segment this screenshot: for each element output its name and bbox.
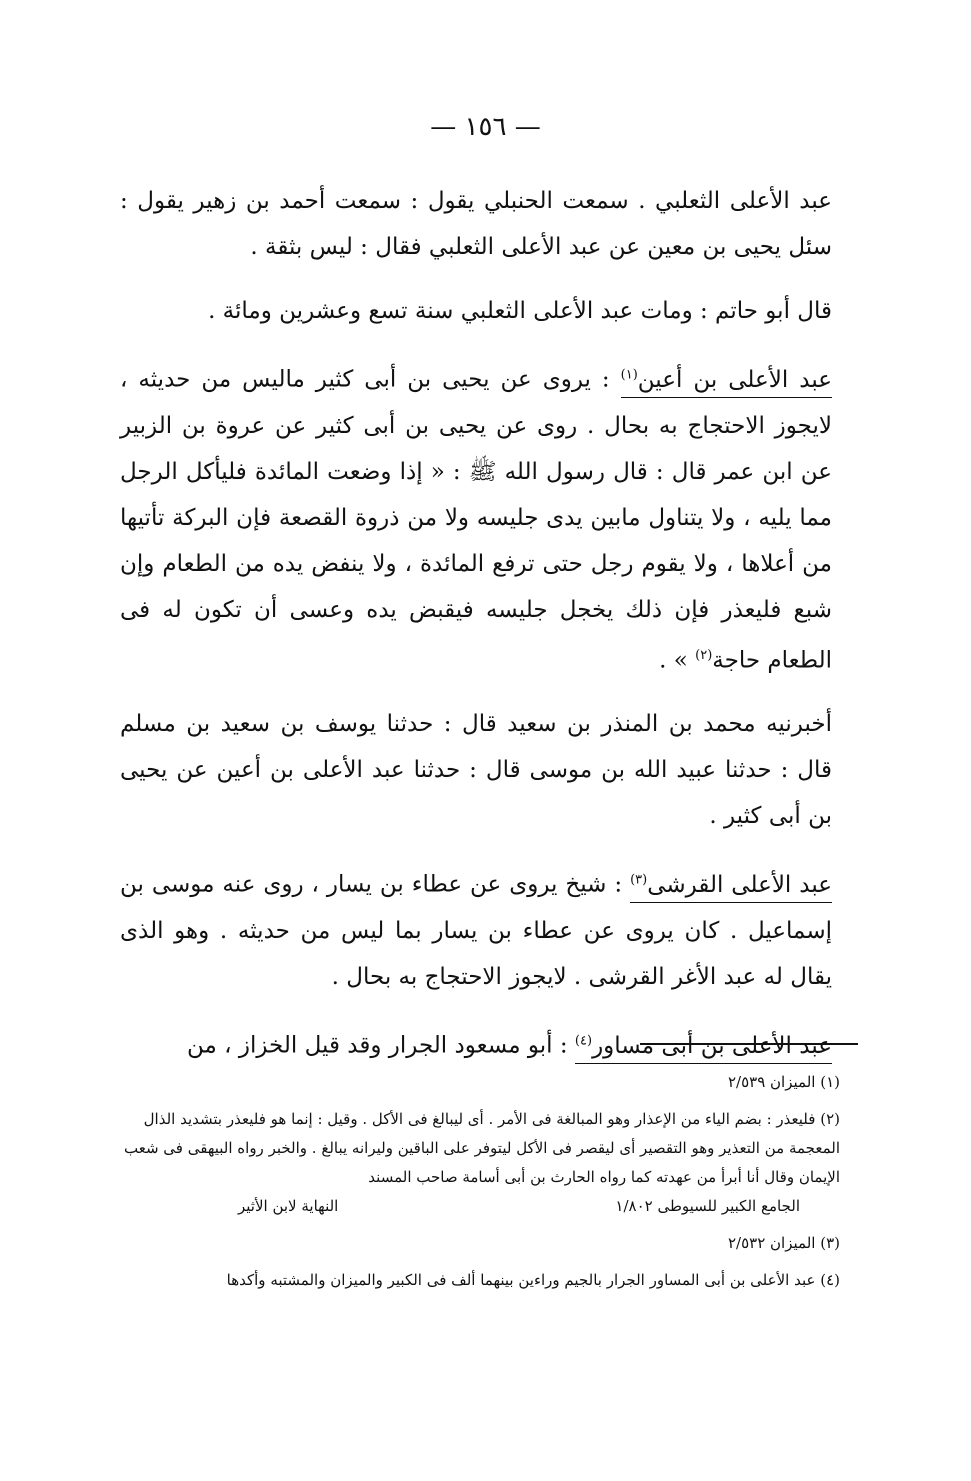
entry-text-tail: » . — [659, 647, 696, 674]
entry-text: أخبرنيه محمد بن المنذر بن سعيد قال : حدثنا يوسف بن سعيد بن مسلم قال : حدثنا عبيد الله بن موسى قال : حدثنا عبد الأعلى بن أعين عن يحيى بن أبى كثير . — [120, 711, 832, 830]
entry-paragraph — [120, 352, 832, 683]
footnote-mark: (٤) — [574, 1032, 593, 1048]
footnote-mark: (٢) — [695, 647, 713, 663]
footnote-number: (١) — [820, 1073, 840, 1091]
footnote-text: فليعذر : بضم الياء من الإعذار وهو المبالغة فى الأمر . أى ليبالغ فى الأكل . وقيل : إنما هو فليعذر بتشديد الذال المعجمة من التعذير وهو التقصير أى ليقصر فى الأكل ليتوفر على الباقين وليرانه يبالغ . والخبر رواه البيهقى فى شعب الإيمان وقال أنا أبرأ من عهدته كما رواه الحارث بن أبى أسامة صاحب المسند — [123, 1110, 840, 1186]
entry-text: قال أبو حاتم : ومات عبد الأعلى الثعلبي سنة تسع وعشرين ومائة . — [208, 298, 832, 324]
footnote-divider — [640, 1043, 858, 1045]
body-text — [120, 178, 832, 1069]
entry-text: عبد الأعلى الثعلبي . سمعت الحنبلي يقول : سمعت أحمد بن زهير يقول : سئل يحيى بن معين عن عبد الأعلى الثعلبي فقال : ليس بثقة . — [120, 188, 832, 260]
entry-heading — [621, 367, 832, 398]
footnote-text: عبد الأعلى بن أبى المساور الجرار بالجيم وراءين بينهما ألف فى الكبير والميزان والمشتبه وأكدها — [226, 1271, 816, 1289]
entry-heading — [630, 872, 832, 903]
entry-paragraph — [120, 857, 832, 1000]
footnote-mark: (١) — [620, 367, 638, 382]
entry-text: : أبو مسعود الجرار وقد قيل الخزاز ، من — [186, 1032, 568, 1059]
footnotes — [118, 1068, 840, 1295]
entry-heading-text: عبد الأعلى القرشى — [647, 871, 832, 898]
entry-paragraph — [120, 288, 832, 334]
entry-heading — [575, 1033, 832, 1064]
footnote-source: النهاية لابن الأثير — [238, 1197, 339, 1215]
footnote — [118, 1266, 840, 1295]
footnote — [118, 1068, 840, 1097]
footnote-text: الميزان ٢/٥٣٩ — [727, 1073, 816, 1091]
entry-heading-text: عبد الأعلى بن أعين — [637, 366, 832, 393]
footnote-mark: (٣) — [630, 872, 648, 888]
footnote-number: (٢) — [820, 1110, 840, 1128]
page-number: — ١٥٦ — — [430, 112, 541, 142]
footnote-sources — [118, 1192, 840, 1221]
footnote-source: الجامع الكبير للسيوطى ١/٨٠٢ — [615, 1197, 800, 1215]
footnote-number: (٣) — [820, 1234, 840, 1252]
footnote-text: الميزان ٢/٥٣٢ — [727, 1234, 816, 1252]
entry-heading-text: عبد الأعلى بن أبى مساور — [592, 1032, 832, 1059]
footnote-number: (٤) — [820, 1271, 840, 1289]
footnote — [118, 1229, 840, 1258]
entry-text: : يروى عن يحيى بن أبى كثير ماليس من حديثه ، لايجوز الاحتجاج به بحال . روى عن يحيى بن أبى كثير عن عروة بن الزبير عن ابن عمر قال : قال رسول الله ﷺ : « إذا وضعت المائدة فليأكل الرجل مما يليه ، ولا يتناول مابين يدى جليسه ولا من ذروة القصعة فإن البركة تأتيها من أعلاها ، ولا يقوم رجل حتى ترفع المائدة ، ولا ينفض يده من الطعام وإن شبع فليعذر فإن ذلك يخجل جليسه فيقبض يده وعسى أن تكون له فى الطعام حاجة — [120, 366, 832, 674]
entry-paragraph — [120, 701, 832, 839]
entry-text: : شيخ يروى عن عطاء بن يسار ، روى عنه موسى بن إسماعيل . كان يروى عن عطاء بن يسار بما ليس من حديثه . وهو الذى يقال له عبد الأغر القرشى . لايجوز الاحتجاج به بحال . — [120, 871, 832, 990]
footnote — [118, 1105, 840, 1192]
entry-paragraph — [120, 178, 832, 270]
